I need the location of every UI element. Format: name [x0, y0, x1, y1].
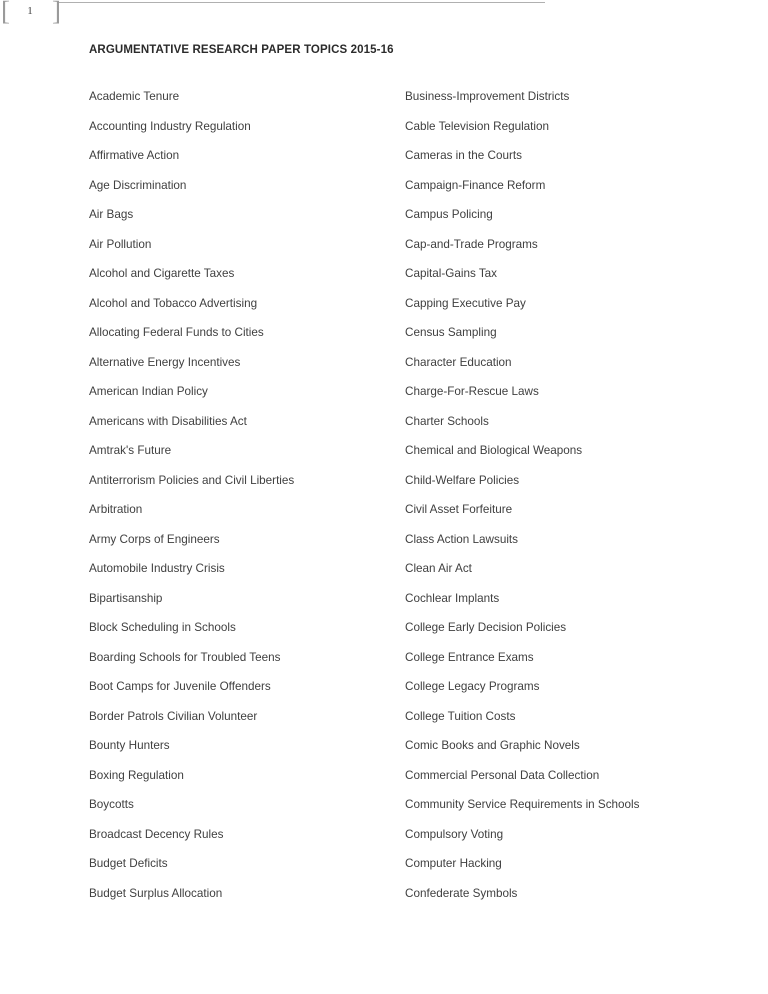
topic-item: Boot Camps for Juvenile Offenders	[89, 680, 271, 693]
topic-item: Alternative Energy Incentives	[89, 355, 241, 369]
topic-item: Cap-and-Trade Programs	[405, 237, 538, 251]
topic-item: Comic Books and Graphic Novels	[405, 739, 580, 752]
header-rule	[58, 2, 545, 3]
topic-item: Civil Asset Forfeiture	[405, 503, 513, 516]
topic-item: Cable Television Regulation	[405, 119, 550, 133]
topic-item: Broadcast Decency Rules	[89, 827, 224, 841]
topic-item: Cameras in the Courts	[405, 149, 522, 162]
page-number-container	[0, 0, 72, 26]
topic-item: Chemical and Biological Weapons	[405, 444, 583, 457]
topic-item: Capital-Gains Tax	[405, 267, 498, 280]
topic-item: Alcohol and Tobacco Advertising	[89, 296, 258, 310]
topic-item: College Tuition Costs	[405, 709, 516, 723]
topic-item: Capping Executive Pay	[405, 296, 526, 310]
page-header	[0, 0, 768, 30]
topic-column-left	[89, 88, 389, 914]
topic-item: Commercial Personal Data Collection	[405, 768, 600, 782]
topic-item: Budget Surplus Allocation	[89, 886, 223, 900]
topic-item: College Early Decision Policies	[405, 621, 567, 634]
topic-item: Charge-For-Rescue Laws	[405, 385, 539, 398]
topic-item: Confederate Symbols	[405, 886, 518, 900]
topic-item: Boycotts	[89, 798, 134, 811]
topic-item: Census Sampling	[405, 326, 497, 339]
topic-item: Allocating Federal Funds to Cities	[89, 326, 264, 339]
topic-item: Border Patrols Civilian Volunteer	[89, 709, 258, 723]
page-title: ARGUMENTATIVE RESEARCH PAPER TOPICS 2015-16	[89, 44, 394, 56]
topic-item: Class Action Lawsuits	[405, 532, 519, 546]
topic-column-right	[405, 88, 735, 914]
topic-item: College Legacy Programs	[405, 680, 540, 693]
topic-item: Army Corps of Engineers	[89, 532, 220, 546]
topic-item: Clean Air Act	[405, 562, 472, 575]
topic-item: Campaign-Finance Reform	[405, 178, 546, 192]
topic-item: Arbitration	[89, 503, 143, 516]
topic-item: Boarding Schools for Troubled Teens	[89, 650, 281, 664]
topic-item: Compulsory Voting	[405, 827, 504, 841]
topic-item: Bipartisanship	[89, 591, 163, 605]
topic-item: Academic Tenure	[89, 90, 180, 103]
topic-item: Business-Improvement Districts	[405, 90, 570, 103]
topic-item: Child-Welfare Policies	[405, 473, 520, 487]
left-bracket-icon: [	[1, 0, 10, 26]
topic-item: American Indian Policy	[89, 385, 208, 398]
topic-item: Air Bags	[89, 208, 134, 221]
topic-item: Campus Policing	[405, 208, 493, 221]
topic-item: Computer Hacking	[405, 857, 502, 870]
topic-item: Antiterrorism Policies and Civil Liberties	[89, 473, 295, 487]
topic-item: Charter Schools	[405, 414, 489, 428]
topic-item: Americans with Disabilities Act	[89, 414, 247, 428]
topic-item: Amtrak's Future	[89, 444, 172, 457]
topic-item: Budget Deficits	[89, 857, 168, 870]
topic-item: Affirmative Action	[89, 149, 180, 162]
topic-item: Cochlear Implants	[405, 591, 500, 605]
topic-item: Age Discrimination	[89, 178, 187, 192]
topic-item: College Entrance Exams	[405, 650, 534, 664]
topic-item: Block Scheduling in Schools	[89, 621, 236, 634]
topic-item: Bounty Hunters	[89, 739, 170, 752]
page-number: 1	[27, 5, 33, 17]
topic-item: Character Education	[405, 355, 512, 369]
topic-item: Community Service Requirements in Schools	[405, 798, 640, 811]
topic-item: Boxing Regulation	[89, 768, 184, 782]
topic-item: Air Pollution	[89, 237, 152, 251]
topic-item: Alcohol and Cigarette Taxes	[89, 267, 235, 280]
topic-item: Automobile Industry Crisis	[89, 562, 225, 575]
topic-item: Accounting Industry Regulation	[89, 119, 251, 133]
right-bracket-icon: ]	[52, 0, 61, 26]
